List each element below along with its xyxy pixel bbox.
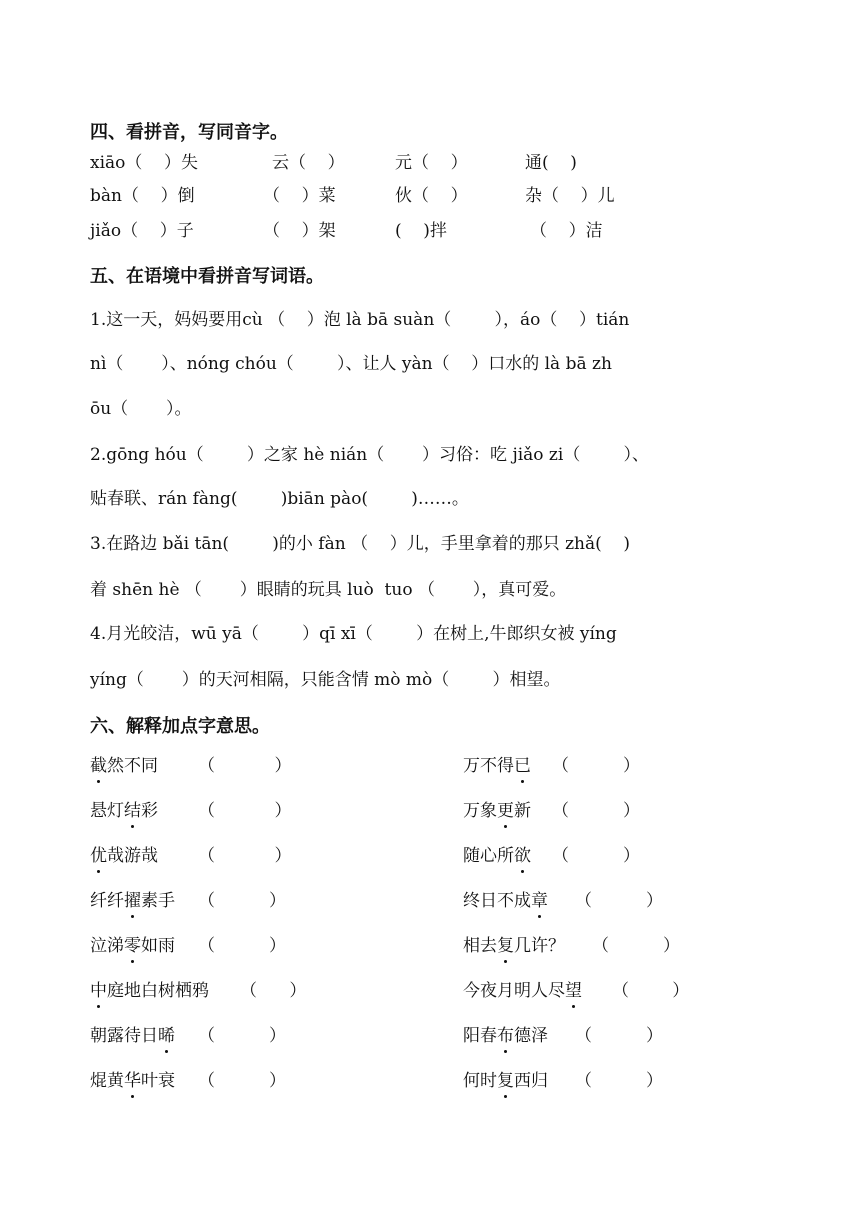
dotted-character: 更 bbox=[497, 801, 514, 821]
phrase-text: 随心所 bbox=[463, 846, 514, 866]
answer-blank: （ ） bbox=[575, 891, 664, 911]
phrase-text: 何时 bbox=[463, 1071, 497, 1091]
dotted-character: 章 bbox=[531, 891, 548, 911]
pinyin-line: nì（ ）、nóng chóu（ ）、让人 yàn（ ）口水的 là bā zh bbox=[90, 354, 612, 374]
homophone-cell: 通( ) bbox=[525, 153, 577, 173]
idiom-phrase bbox=[90, 799, 158, 823]
phrase-text: 终日不成 bbox=[463, 891, 531, 911]
dotted-character: 布 bbox=[497, 1026, 514, 1046]
idiom-phrase bbox=[463, 754, 531, 778]
answer-blank: （ ） bbox=[198, 846, 292, 866]
pinyin-line: 4.月光皎洁，wū yā（ ）qī xī（ ）在树上,牛郎织女被 yíng bbox=[90, 624, 617, 644]
phrase-text: 今夜月明人尽 bbox=[463, 981, 565, 1001]
idiom-phrase bbox=[90, 979, 209, 1003]
phrase-text: 彩 bbox=[141, 801, 158, 821]
phrase-text: 纤纤 bbox=[90, 891, 124, 911]
idiom-phrase bbox=[90, 754, 158, 778]
idiom-phrase bbox=[463, 1069, 548, 1093]
homophone-cell: ( )拌 bbox=[395, 221, 447, 241]
phrase-text: 庭地白树栖鸦 bbox=[107, 981, 209, 1001]
phrase-text: 西归 bbox=[514, 1071, 548, 1091]
idiom-phrase bbox=[463, 799, 531, 823]
answer-blank: （ ） bbox=[198, 1071, 287, 1091]
answer-blank: （ ） bbox=[240, 981, 307, 1001]
idiom-phrase bbox=[90, 934, 175, 958]
phrase-text: 万不得 bbox=[463, 756, 514, 776]
answer-blank: （ ） bbox=[575, 1071, 664, 1091]
phrase-text: 几许？ bbox=[514, 936, 565, 956]
dotted-character: 擢 bbox=[124, 891, 141, 911]
homophone-cell: （ ）洁 bbox=[530, 221, 603, 241]
dotted-character: 复 bbox=[497, 1071, 514, 1091]
phrase-text: 泣涕 bbox=[90, 936, 124, 956]
answer-blank: （ ） bbox=[552, 801, 641, 821]
answer-blank: （ ） bbox=[612, 981, 690, 1001]
homophone-cell: 元（ ） bbox=[395, 153, 468, 173]
homophone-cell: 杂（ ）儿 bbox=[525, 186, 615, 206]
dotted-character: 中 bbox=[90, 981, 107, 1001]
answer-blank: （ ） bbox=[198, 756, 292, 776]
phrase-text: 德泽 bbox=[514, 1026, 548, 1046]
dotted-character: 复 bbox=[497, 936, 514, 956]
dotted-character: 结 bbox=[124, 801, 141, 821]
phrase-text: 新 bbox=[514, 801, 531, 821]
dotted-character: 晞 bbox=[158, 1026, 175, 1046]
phrase-text: 焜黄 bbox=[90, 1071, 124, 1091]
idiom-phrase bbox=[463, 889, 548, 913]
dotted-character: 截 bbox=[90, 756, 107, 776]
phrase-text: 叶衰 bbox=[141, 1071, 175, 1091]
homophone-cell: 云（ ） bbox=[272, 153, 345, 173]
answer-blank: （ ） bbox=[552, 756, 641, 776]
dotted-character: 欲 bbox=[514, 846, 531, 866]
dotted-character: 已 bbox=[514, 756, 531, 776]
phrase-text: 悬灯 bbox=[90, 801, 124, 821]
phrase-text: 相去 bbox=[463, 936, 497, 956]
homophone-cell: （ ）架 bbox=[263, 221, 336, 241]
idiom-phrase bbox=[90, 1024, 175, 1048]
phrase-text: 朝露待日 bbox=[90, 1026, 158, 1046]
pinyin-line: 贴春联、rán fàng( )biān pào( )……。 bbox=[90, 489, 469, 509]
section-6-title: 六、解释加点字意思。 bbox=[90, 716, 270, 737]
answer-blank: （ ） bbox=[575, 1026, 664, 1046]
homophone-cell: xiāo（ ）失 bbox=[90, 153, 199, 173]
dotted-character: 优 bbox=[90, 846, 107, 866]
homophone-cell: bàn（ ）倒 bbox=[90, 186, 195, 206]
pinyin-line: 2.gōng hóu（ ）之家 hè nián（ ）习俗：吃 jiǎo zi（ ）、 bbox=[90, 445, 650, 465]
homophone-cell: （ ）菜 bbox=[263, 186, 336, 206]
dotted-character: 华 bbox=[124, 1071, 141, 1091]
phrase-text: 哉游哉 bbox=[107, 846, 158, 866]
homophone-cell: 伙（ ） bbox=[395, 186, 468, 206]
section-5-title: 五、在语境中看拼音写词语。 bbox=[90, 266, 324, 287]
idiom-phrase bbox=[90, 1069, 175, 1093]
phrase-text: 如雨 bbox=[141, 936, 175, 956]
answer-blank: （ ） bbox=[198, 936, 287, 956]
phrase-text: 然不同 bbox=[107, 756, 158, 776]
idiom-phrase bbox=[90, 844, 158, 868]
answer-blank: （ ） bbox=[198, 1026, 287, 1046]
pinyin-line: 1.这一天，妈妈要用cù （ ）泡 là bā suàn（ ），áo（ ）tián bbox=[90, 310, 630, 330]
answer-blank: （ ） bbox=[552, 846, 641, 866]
idiom-phrase bbox=[463, 1024, 548, 1048]
section-4-title: 四、看拼音，写同音字。 bbox=[90, 122, 288, 143]
answer-blank: （ ） bbox=[198, 801, 292, 821]
idiom-phrase bbox=[463, 844, 531, 868]
idiom-phrase bbox=[90, 889, 175, 913]
pinyin-line: yíng（ ）的天河相隔，只能含情 mò mò（ ）相望。 bbox=[90, 670, 561, 690]
idiom-phrase bbox=[463, 934, 565, 958]
phrase-text: 素手 bbox=[141, 891, 175, 911]
answer-blank: （ ） bbox=[198, 891, 287, 911]
pinyin-line: ōu（ ）。 bbox=[90, 399, 192, 419]
answer-blank: （ ） bbox=[592, 936, 681, 956]
dotted-character: 零 bbox=[124, 936, 141, 956]
phrase-text: 万象 bbox=[463, 801, 497, 821]
dotted-character: 望 bbox=[565, 981, 582, 1001]
pinyin-line: 3.在路边 bǎi tān( )的小 fàn （ ）儿，手里拿着的那只 zhǎ( ) bbox=[90, 534, 631, 554]
pinyin-line: 着 shēn hè （ ）眼睛的玩具 luò tuo （ ），真可爱。 bbox=[90, 580, 567, 600]
phrase-text: 阳春 bbox=[463, 1026, 497, 1046]
idiom-phrase bbox=[463, 979, 582, 1003]
homophone-cell: jiǎo（ ）子 bbox=[90, 221, 194, 241]
